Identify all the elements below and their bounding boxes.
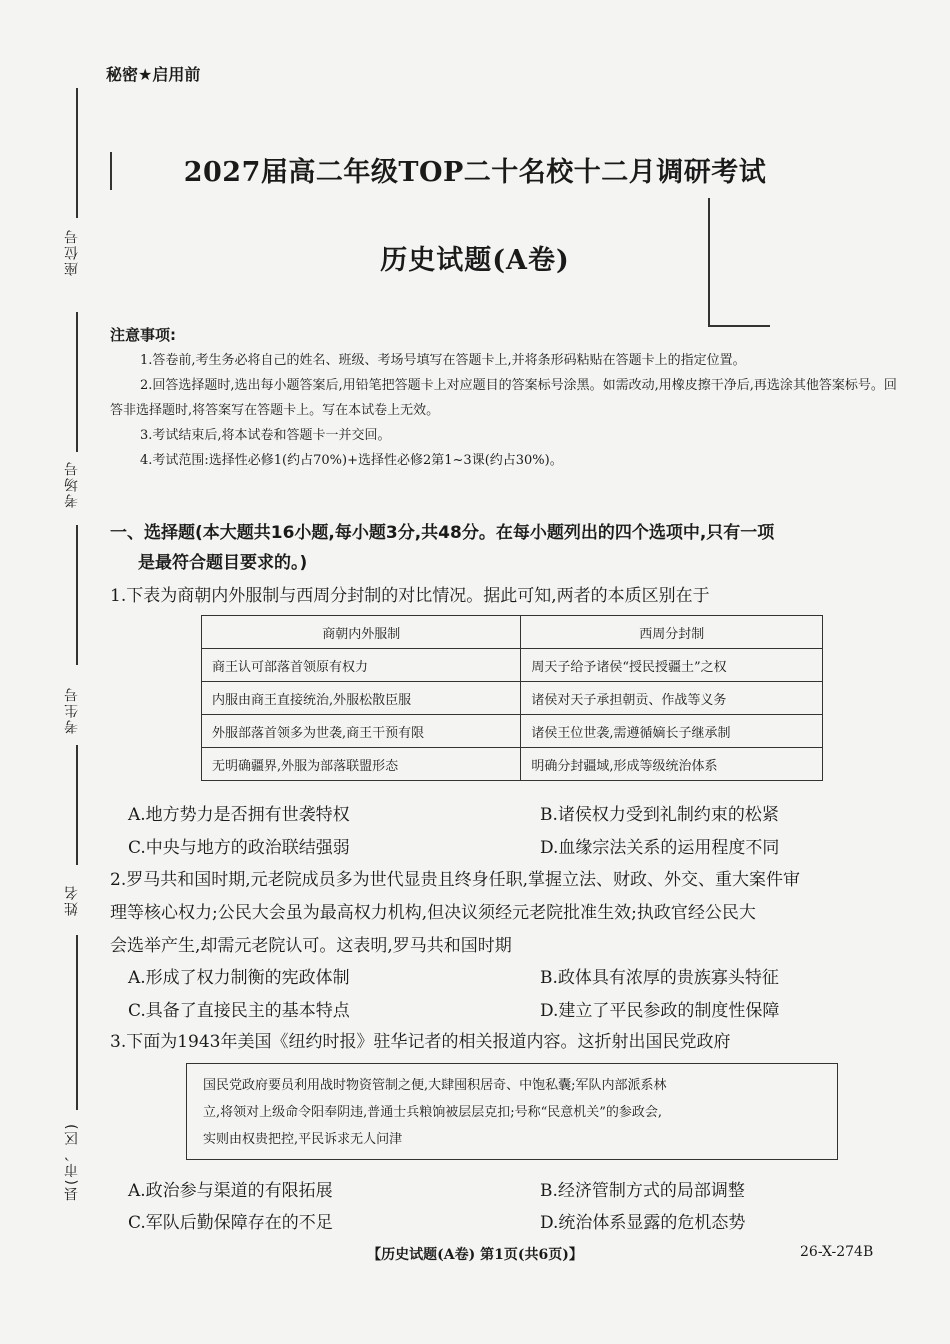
section-heading bbox=[110, 518, 910, 578]
table-row bbox=[202, 748, 823, 781]
table-header: 商朝内外服制 bbox=[202, 616, 521, 649]
county-label: 县(市、区) bbox=[64, 1122, 80, 1201]
q2-option-a: A.形成了权力制衡的宪政体制 bbox=[128, 968, 350, 988]
q2-option-d: D.建立了平民参政的制度性保障 bbox=[540, 1001, 780, 1021]
q1-option-d: D.血缘宗法关系的运用程度不同 bbox=[540, 838, 780, 858]
title-corner-line bbox=[708, 198, 710, 326]
q3-option-b: B.经济管制方式的局部调整 bbox=[540, 1181, 745, 1201]
notice-heading: 注意事项: bbox=[110, 326, 176, 344]
q1-option-a: A.地方势力是否拥有世袭特权 bbox=[128, 805, 350, 825]
table-row bbox=[202, 649, 823, 682]
seat-number-label: 座位号 bbox=[64, 228, 80, 276]
student-id-label: 考生号 bbox=[64, 686, 80, 734]
title-corner-line-h bbox=[708, 325, 770, 327]
q3-option-d: D.统治体系显露的危机态势 bbox=[540, 1213, 746, 1233]
binding-line bbox=[76, 525, 78, 665]
confidential-mark: 秘密★启用前 bbox=[106, 65, 201, 84]
q1-option-c: C.中央与地方的政治联结强弱 bbox=[128, 838, 350, 858]
table-cell: 周天子给予诸侯“授民授疆土”之权 bbox=[521, 649, 823, 682]
q3-quote-line: 国民党政府要员利用战时物资管制之便,大肆囤积居奇、中饱私囊;军队内部派系林 bbox=[203, 1078, 667, 1093]
page-footer: 【历史试题(A卷) 第1页(共6页)】 bbox=[367, 1247, 583, 1263]
table-cell: 内服由商王直接统治,外服松散臣服 bbox=[202, 682, 521, 715]
table-cell: 诸侯对天子承担朝贡、作战等义务 bbox=[521, 682, 823, 715]
section-heading-line: 是最符合题目要求的。) bbox=[138, 553, 308, 573]
q3-option-c: C.军队后勤保障存在的不足 bbox=[128, 1213, 333, 1233]
table-cell: 外服部落首领多为世袭,商王干预有限 bbox=[202, 715, 521, 748]
q3-option-a: A.政治参与渠道的有限拓展 bbox=[128, 1181, 333, 1201]
notice-item: 1.答卷前,考生务必将自己的姓名、班级、考场号填写在答题卡上,并将条形码粘贴在答题卡上的指定位置。 bbox=[140, 353, 746, 368]
q2-option-b: B.政体具有浓厚的贵族寡头特征 bbox=[540, 968, 779, 988]
q1-comparison-table bbox=[201, 615, 823, 781]
notice-item: 2.回答选择题时,选出每小题答案后,用铅笔把答题卡上对应题目的答案标号涂黑。如需改动,用橡皮擦干净后,再选涂其他答案标号。回答非选择题时,将答案写在答题卡上。写在本试卷上无效。 bbox=[110, 378, 897, 418]
q2-option-c: C.具备了直接民主的基本特点 bbox=[128, 1001, 350, 1021]
paper-code: 26-X-274B bbox=[800, 1244, 874, 1260]
table-cell: 无明确疆界,外服为部落联盟形态 bbox=[202, 748, 521, 781]
q3-stem: 3.下面为1943年美国《纽约时报》驻华记者的相关报道内容。这折射出国民党政府 bbox=[110, 1032, 731, 1052]
q1-option-b: B.诸侯权力受到礼制约束的松紧 bbox=[540, 805, 779, 825]
q2-stem bbox=[110, 864, 910, 963]
binding-line bbox=[76, 88, 78, 218]
notice-item: 3.考试结束后,将本试卷和答题卡一并交回。 bbox=[140, 428, 391, 443]
section-heading-line: 一、选择题(本大题共16小题,每小题3分,共48分。在每小题列出的四个选项中,只有一项 bbox=[110, 523, 775, 543]
table-row bbox=[202, 682, 823, 715]
binding-line bbox=[76, 935, 78, 1110]
q2-stem-line: 会选举产生,却需元老院认可。这表明,罗马共和国时期 bbox=[110, 936, 512, 956]
q2-stem-line: 2.罗马共和国时期,元老院成员多为世代显贵且终身任职,掌握立法、财政、外交、重大案件审 bbox=[110, 870, 801, 890]
q1-stem: 1.下表为商朝内外服制与西周分封制的对比情况。据此可知,两者的本质区别在于 bbox=[110, 586, 710, 606]
exam-title: 2027届高二年级TOP二十名校十二月调研考试 bbox=[183, 157, 767, 188]
table-cell: 诸侯王位世袭,需遵循嫡长子继承制 bbox=[521, 715, 823, 748]
exam-room-label: 考场号 bbox=[64, 460, 80, 508]
table-row bbox=[202, 715, 823, 748]
exam-subtitle: 历史试题(A卷) bbox=[380, 245, 570, 276]
name-label: 姓名 bbox=[64, 884, 80, 916]
q3-quote-line: 立,将领对上级命令阳奉阴违,普通士兵粮饷被层层克扣;号称“民意机关”的参政会, bbox=[203, 1105, 663, 1120]
q3-quote-line: 实则由权贵把控,平民诉求无人问津 bbox=[203, 1132, 403, 1147]
margin-tick bbox=[110, 152, 112, 190]
table-cell: 商王认可部落首领原有权力 bbox=[202, 649, 521, 682]
binding-line bbox=[76, 745, 78, 865]
q3-quote-box bbox=[186, 1063, 838, 1160]
binding-line bbox=[76, 312, 78, 452]
notice-list bbox=[110, 348, 900, 473]
table-header: 西周分封制 bbox=[521, 616, 823, 649]
table-cell: 明确分封疆域,形成等级统治体系 bbox=[521, 748, 823, 781]
notice-item: 4.考试范围:选择性必修1(约占70%)+选择性必修2第1~3课(约占30%)。 bbox=[140, 453, 563, 468]
q2-stem-line: 理等核心权力;公民大会虽为最高权力机构,但决议须经元老院批准生效;执政官经公民大 bbox=[110, 903, 756, 923]
